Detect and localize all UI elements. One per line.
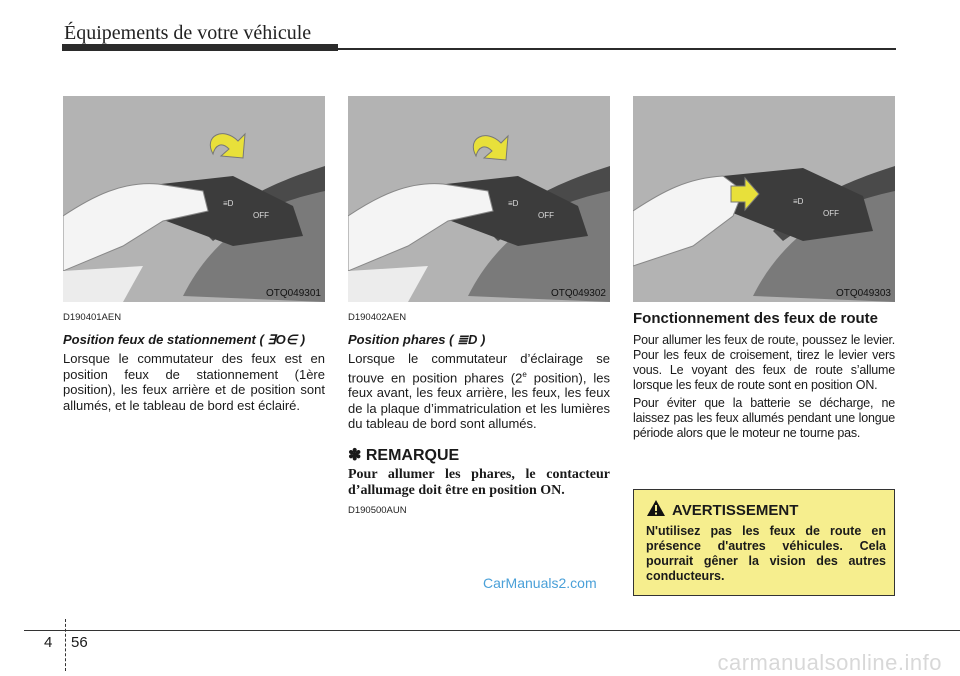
subheading-text: Position phares (: [348, 331, 458, 347]
subheading-end: ): [477, 331, 486, 347]
site-watermark: carmanualsonline.info: [717, 650, 942, 675]
paragraph: Lorsque le commutateur des feux est en position feux de stationnement (1ère position), les feux arrière et de position sont allumés, et le tableau de bord est éclairé.: [63, 351, 325, 413]
warning-title: AVERTISSEMENT: [672, 502, 799, 519]
photo-parking-lights: [63, 96, 325, 302]
footer-divider: [65, 619, 66, 671]
page-number: 56: [71, 634, 88, 651]
remark-text: Pour allumer les phares, le contacteur d’allumage doit être en position ON.: [348, 467, 610, 499]
header-rule: [62, 44, 338, 51]
column-parking: [63, 310, 325, 413]
paragraph: Pour allumer les feux de route, poussez le levier. Pour les feux de croisement, tirez le levier vers vous. Le voyant des feux de route s’allume lorsque les feux de route sont en position ON.: [633, 333, 895, 392]
svg-text:OFF: OFF: [253, 211, 269, 220]
section-heading: Fonctionnement des feux de route: [633, 310, 879, 327]
svg-text:≡D: ≡D: [508, 199, 519, 208]
superscript: e: [522, 369, 527, 379]
svg-text:OFF: OFF: [538, 211, 554, 220]
subheading-parking: [63, 332, 325, 348]
section-code: D190401AEN: [63, 312, 122, 323]
subheading-end: ): [297, 331, 306, 347]
paragraph: [348, 351, 610, 432]
parking-light-icon: ∃O∈: [267, 331, 298, 347]
photo-high-beam: [633, 96, 895, 302]
photo-caption: OTQ049302: [550, 288, 606, 299]
section-code: D190500AUN: [348, 505, 407, 517]
chapter-number: 4: [44, 634, 53, 651]
remark-heading: ✽ REMARQUE: [348, 446, 460, 464]
section-code: D190402AEN: [348, 312, 407, 323]
svg-text:≡D: ≡D: [793, 197, 804, 206]
headlight-icon: ≣D: [457, 331, 478, 347]
photo-caption: OTQ049303: [835, 288, 891, 299]
text-part: Lorsque le commutateur d’éclairage se trouve en position phares (2: [348, 351, 610, 385]
svg-text:OFF: OFF: [823, 209, 839, 218]
text-part: position), les feux avant, les feux arrière, les feux, les feux de la plaque d’immatriculation et les lumières du tableau de bord sont allumés.: [348, 369, 611, 432]
warning-text: N'utilisez pas les feux de route en présence d'autres véhicules. Cela pourrait gêner la vision des autres conducteurs.: [646, 524, 886, 583]
watermark-link[interactable]: CarManuals2.com: [483, 575, 597, 591]
paragraph: Pour éviter que la batterie se décharge, ne laissez pas les feux allumés pendant une longue période alors que le moteur ne tourne pas.: [633, 396, 895, 440]
warning-box: [633, 489, 895, 596]
page-header-title: Équipements de votre véhicule: [64, 22, 312, 44]
photo-headlights: [348, 96, 610, 302]
subheading-headlights: [348, 332, 610, 348]
photo-caption: OTQ049301: [265, 288, 321, 299]
warning-triangle-icon: [646, 499, 666, 517]
subheading-text: Position feux de stationnement (: [63, 331, 268, 347]
footer-rule: [24, 630, 960, 631]
column-headlights: [348, 310, 610, 525]
svg-text:≡D: ≡D: [223, 199, 234, 208]
header-rule-thin: [338, 48, 896, 50]
column-high-beam: [633, 310, 895, 444]
